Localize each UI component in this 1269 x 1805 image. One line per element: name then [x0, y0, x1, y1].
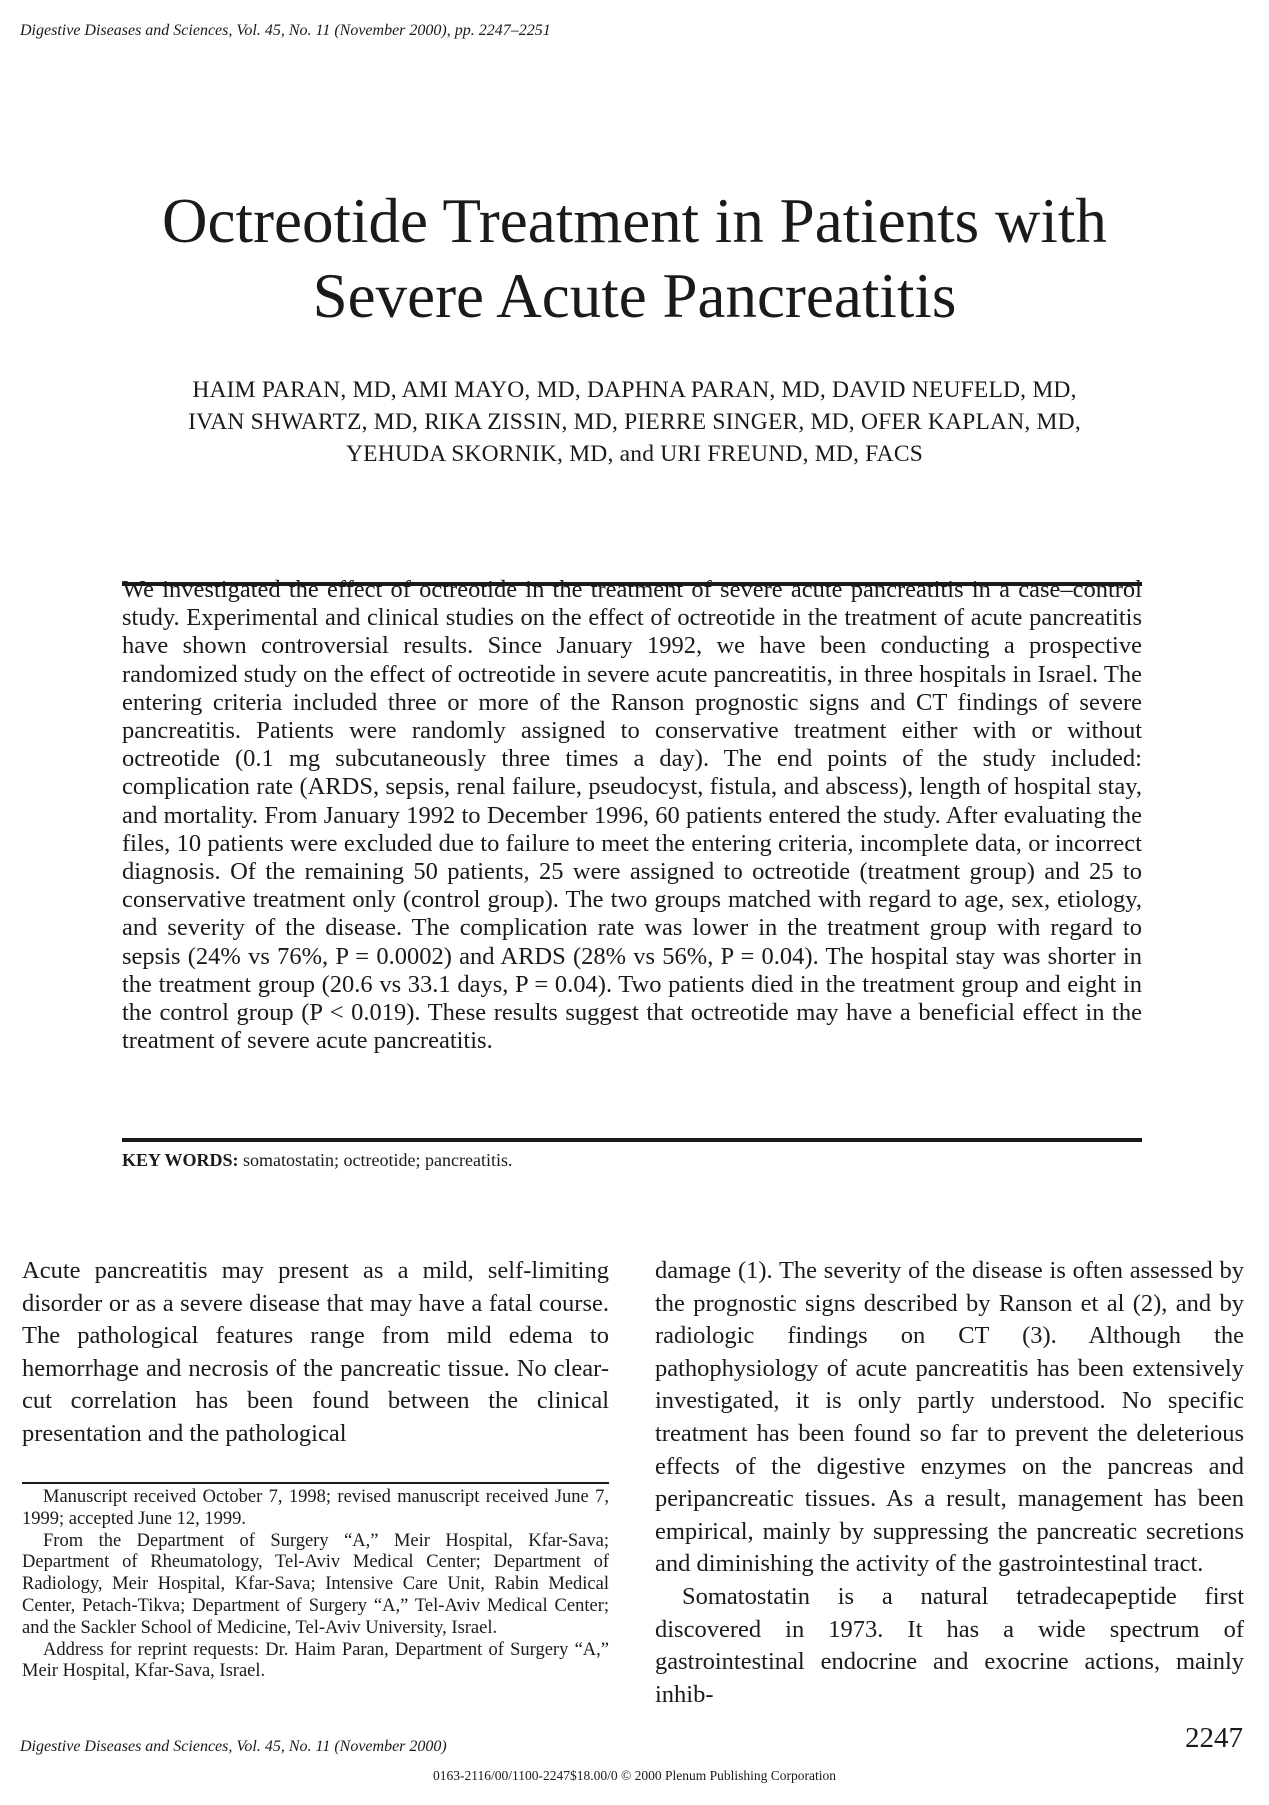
abstract: We investigated the effect of octreotide in the treatment of severe acute pancreatitis in a case–control study. Experimental and clinical studies on the effect of octreotide in the treatment of acute pancreatitis have shown controversial results. Since January 1992, we have been conducting a prospective randomized study on the effect of octreotide in severe acute pancreatitis, in three hospitals in Israel. The entering criteria included three or more of the Ranson prognostic signs and CT findings of severe pancreatitis. Patients were randomly assigned to conservative treatment either with or without octreotide (0.1 mg subcutaneously three times a day). The end points of the study included: complication rate (ARDS, sepsis, renal failure, pseudocyst, fistula, and abscess), length of hospital stay, and mortality. From January 1992 to December 1996, 60 patients entered the study. After evaluating the files, 10 patients were excluded due to failure to meet the entering criteria, incomplete data, or incorrect diagnosis. Of the remaining 50 patients, 25 were assigned to octreotide (treatment group) and 25 to conservative treatment only (control group). The two groups matched with regard to age, sex, etiology, and severity of the disease. The complication rate was lower in the treatment group with regard to sepsis (24% vs 76%, P = 0.0002) and ARDS (28% vs 56%, P = 0.04). The hospital stay was shorter in the treatment group (20.6 vs 33.1 days, P = 0.04). Two patients died in the treatment group and eight in the control group (P < 0.019). These results suggest that octreotide may have a beneficial effect in the treatment of severe acute pancreatitis. — [122, 576, 1142, 1055]
running-head: Digestive Diseases and Sciences, Vol. 45, No. 11 (November 2000), pp. 2247–2251 — [20, 22, 551, 39]
body-right-column — [655, 1255, 1244, 1711]
page-number: 2247 — [1185, 1722, 1243, 1754]
footnote-affiliations: From the Department of Surgery “A,” Meir Hospital, Kfar-Sava; Department of Rheumatology, Tel-Aviv Medical Center; Department of Radiology, Meir Hospital, Kfar-Sava; Intensive Care Unit, Rabin Medical Center, Petach-Tikva; Department of Surgery “A,” Tel-Aviv Medical Center; and the Sackler School of Medicine, Tel-Aviv University, Israel. — [22, 1530, 609, 1638]
footnote-rule — [22, 1482, 609, 1484]
title-line-2: Severe Acute Pancreatitis — [312, 261, 957, 331]
author-list — [60, 374, 1209, 470]
copyright-line: 0163-2116/00/1100-2247$18.00/0 © 2000 Plenum Publishing Corporation — [432, 1768, 836, 1783]
authors-line-1: HAIM PARAN, MD, AMI MAYO, MD, DAPHNA PARAN, MD, DAVID NEUFELD, MD, — [192, 377, 1077, 403]
running-foot: Digestive Diseases and Sciences, Vol. 45, No. 11 (November 2000) — [20, 1738, 447, 1755]
body-paragraph: damage (1). The severity of the disease is often assessed by the prognostic signs described by Ranson et al (2), and by radiologic findings on CT (3). Although the pathophysiology of acute pancreatitis has been extensively investigated, it is only partly understood. No specific treatment has been found so far to prevent the deleterious effects of the digestive enzymes on the pancreas and peripancreatic tissues. As a result, management has been empirical, mainly by suppressing the pancreatic secretions and diminishing the activity of the gastrointestinal tract. — [655, 1257, 1244, 1578]
keywords — [122, 1150, 512, 1171]
footnote-received: Manuscript received October 7, 1998; revised manuscript received June 7, 1999; accepted June 12, 1999. — [22, 1487, 609, 1529]
footnotes — [22, 1487, 609, 1683]
keywords-label: KEY WORDS: — [122, 1150, 239, 1170]
authors-line-2: IVAN SHWARTZ, MD, RIKA ZISSIN, MD, PIERRE SINGER, MD, OFER KAPLAN, MD, — [188, 409, 1081, 435]
body-paragraph: Somatostatin is a natural tetradecapeptide first discovered in 1973. It has a wide spectrum of gastrointestinal endocrine and exocrine actions, mainly inhib- — [655, 1582, 1244, 1708]
article-title — [60, 184, 1209, 334]
title-line-1: Octreotide Treatment in Patients with — [162, 186, 1107, 256]
abstract-bottom-rule — [122, 1138, 1142, 1142]
footnote-reprints: Address for reprint requests: Dr. Haim Paran, Department of Surgery “A,” Meir Hospital, Kfar-Sava, Israel. — [22, 1639, 609, 1682]
body-left-column: Acute pancreatitis may present as a mild, self-limiting disorder or as a severe disease that may have a fatal course. The pathological features range from mild edema to hemorrhage and necrosis of the pancreatic tissue. No clear-cut correlation has been found between the clinical presentation and the pathological — [22, 1257, 609, 1447]
keywords-list: somatostatin; octreotide; pancreatitis. — [243, 1150, 513, 1170]
authors-line-3: YEHUDA SKORNIK, MD, and URI FREUND, MD, FACS — [346, 441, 923, 467]
